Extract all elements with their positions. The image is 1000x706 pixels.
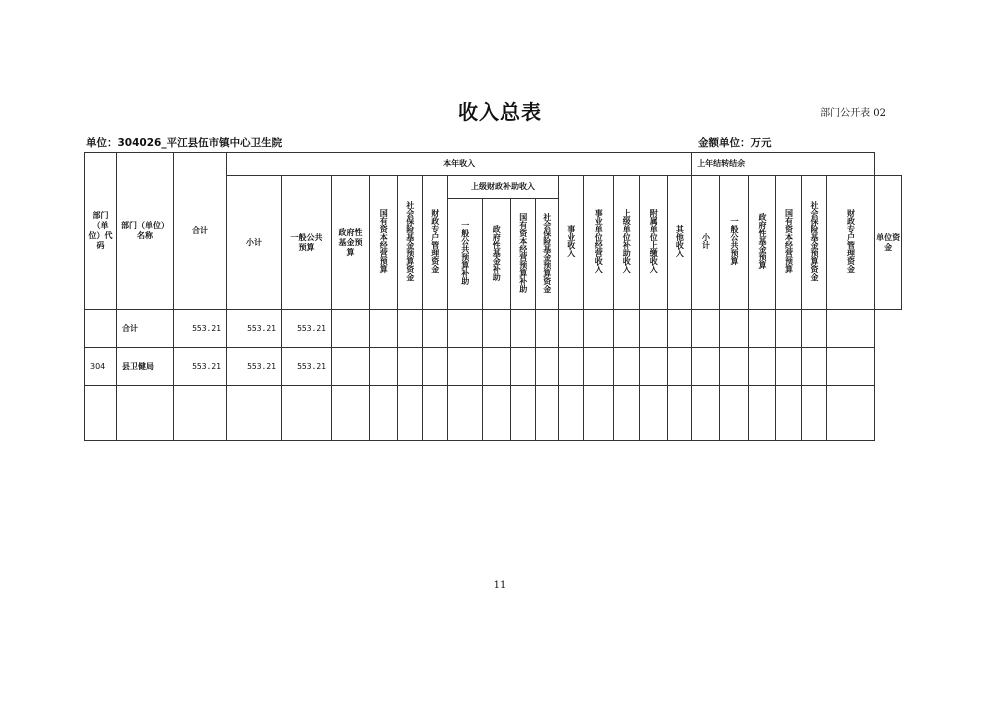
cell — [332, 310, 370, 348]
header-social-insurance-text: 社会保险基金预算资金 — [405, 201, 415, 281]
cell — [282, 386, 332, 441]
header-ly-fiscal-special-text: 财政专户管理资金 — [846, 209, 856, 273]
cell — [827, 348, 875, 386]
income-summary-table — [84, 152, 902, 441]
header-ly-social — [802, 176, 827, 310]
header-upper-state-capital — [511, 199, 536, 310]
row-code — [85, 310, 117, 348]
header-total: 合计 — [174, 153, 227, 310]
cell — [85, 386, 117, 441]
cell — [559, 310, 584, 348]
cell — [483, 386, 511, 441]
cell — [584, 310, 614, 348]
header-last-year: 上年结转结余 — [692, 153, 875, 176]
header-ly-social-text: 社会保险基金预算资金 — [809, 201, 819, 281]
header-ly-gov-fund-text: 政府性基金预算 — [757, 213, 767, 269]
cell — [802, 386, 827, 441]
cell — [668, 386, 692, 441]
cell — [559, 386, 584, 441]
cell — [536, 310, 559, 348]
row-name: 合计 — [117, 310, 174, 348]
cell — [614, 386, 640, 441]
cell — [332, 386, 370, 441]
cell — [640, 310, 668, 348]
cell — [536, 386, 559, 441]
header-other-income-text: 其他收入 — [675, 225, 685, 257]
cell — [117, 386, 174, 441]
cell — [827, 310, 875, 348]
cell — [692, 310, 720, 348]
header-other-income — [668, 176, 692, 310]
cell — [511, 386, 536, 441]
cell — [776, 386, 802, 441]
header-ly-state-capital — [776, 176, 802, 310]
cell — [692, 386, 720, 441]
header-upper-gov-fund — [483, 199, 511, 310]
cell — [720, 310, 749, 348]
table-row — [85, 310, 902, 348]
cell — [423, 348, 448, 386]
cell — [584, 386, 614, 441]
header-upper-unit-subsidy — [614, 176, 640, 310]
table-row — [85, 348, 902, 386]
cell — [614, 348, 640, 386]
cell — [174, 386, 227, 441]
cell — [749, 310, 776, 348]
cell — [640, 348, 668, 386]
header-ly-general-text: 一般公共预算 — [729, 217, 739, 265]
cell — [332, 348, 370, 386]
header-ly-state-capital-text: 国有资本经营预算 — [784, 209, 794, 273]
cell — [483, 310, 511, 348]
cell — [511, 348, 536, 386]
row-subtotal: 553.21 — [227, 348, 282, 386]
header-social-insurance — [398, 176, 423, 310]
unit-label: 单位：304026_平江县伍市镇中心卫生院 — [86, 137, 283, 149]
cell — [692, 348, 720, 386]
cell — [614, 310, 640, 348]
header-gov-fund: 政府性基金预算 — [332, 176, 370, 310]
row-total: 553.21 — [174, 310, 227, 348]
header-ly-subtotal — [692, 176, 720, 310]
header-ly-general — [720, 176, 749, 310]
header-ly-gov-fund — [749, 176, 776, 310]
header-subtotal: 小计 — [227, 176, 282, 310]
row-name: 县卫健局 — [117, 348, 174, 386]
header-upper-social-text: 社会保险基金预算资金 — [542, 212, 552, 293]
table-row-empty — [85, 386, 902, 441]
header-state-capital — [370, 176, 398, 310]
cell — [720, 386, 749, 441]
page-number: 11 — [493, 580, 507, 591]
header-upper-state-capital-text: 国有资本经营预算补助 — [518, 212, 528, 293]
cell — [749, 386, 776, 441]
cell — [776, 348, 802, 386]
cell — [370, 348, 398, 386]
header-business-income — [559, 176, 584, 310]
header-current-year: 本年收入 — [227, 153, 692, 176]
cell — [448, 386, 483, 441]
cell — [483, 348, 511, 386]
header-upper-general — [448, 199, 483, 310]
cell — [640, 386, 668, 441]
cell — [370, 386, 398, 441]
cell — [227, 386, 282, 441]
cell — [776, 310, 802, 348]
form-number: 部门公开表 02 — [820, 108, 886, 119]
row-general: 553.21 — [282, 310, 332, 348]
header-upper-general-text: 一般公共预算补助 — [460, 220, 470, 285]
header-operating-income — [584, 176, 614, 310]
cell — [511, 310, 536, 348]
row-total: 553.21 — [174, 348, 227, 386]
cell — [423, 386, 448, 441]
cell — [448, 348, 483, 386]
page-title: 收入总表 — [458, 100, 542, 124]
header-ly-subtotal-text: 小计 — [701, 233, 711, 249]
cell — [802, 348, 827, 386]
cell — [584, 348, 614, 386]
header-business-income-text: 事业收入 — [566, 225, 576, 257]
header-upper-gov-fund-text: 政府性基金补助 — [492, 224, 502, 281]
header-fiscal-special — [423, 176, 448, 310]
cell — [668, 348, 692, 386]
cell — [398, 386, 423, 441]
cell — [749, 348, 776, 386]
cell — [423, 310, 448, 348]
header-upper-social — [536, 199, 559, 310]
header-affiliated-income — [640, 176, 668, 310]
row-subtotal: 553.21 — [227, 310, 282, 348]
cell — [398, 310, 423, 348]
row-general: 553.21 — [282, 348, 332, 386]
header-ly-fiscal-special — [827, 176, 875, 310]
cell — [559, 348, 584, 386]
header-general-budget: 一般公共预算 — [282, 176, 332, 310]
header-upper-unit-subsidy-text: 上级单位补助收入 — [622, 209, 632, 273]
header-ly-unit-funds: 单位资金 — [875, 176, 902, 310]
cell — [668, 310, 692, 348]
header-dept-name: 部门（单位）名称 — [117, 153, 174, 310]
header-operating-income-text: 事业单位经营收入 — [594, 209, 604, 273]
header-fiscal-special-text: 财政专户管理资金 — [430, 209, 440, 273]
cell — [720, 348, 749, 386]
cell — [370, 310, 398, 348]
header-dept-code: 部门（单位）代码 — [85, 153, 117, 310]
cell — [802, 310, 827, 348]
header-affiliated-income-text: 附属单位上缴收入 — [649, 209, 659, 273]
cell — [448, 310, 483, 348]
header-state-capital-text: 国有资本经营预算 — [379, 209, 389, 273]
cell — [398, 348, 423, 386]
header-upper-subsidy: 上级财政补助收入 — [448, 176, 559, 199]
cell — [536, 348, 559, 386]
row-code: 304 — [85, 348, 117, 386]
cell — [827, 386, 875, 441]
money-unit-label: 金额单位：万元 — [698, 137, 772, 149]
